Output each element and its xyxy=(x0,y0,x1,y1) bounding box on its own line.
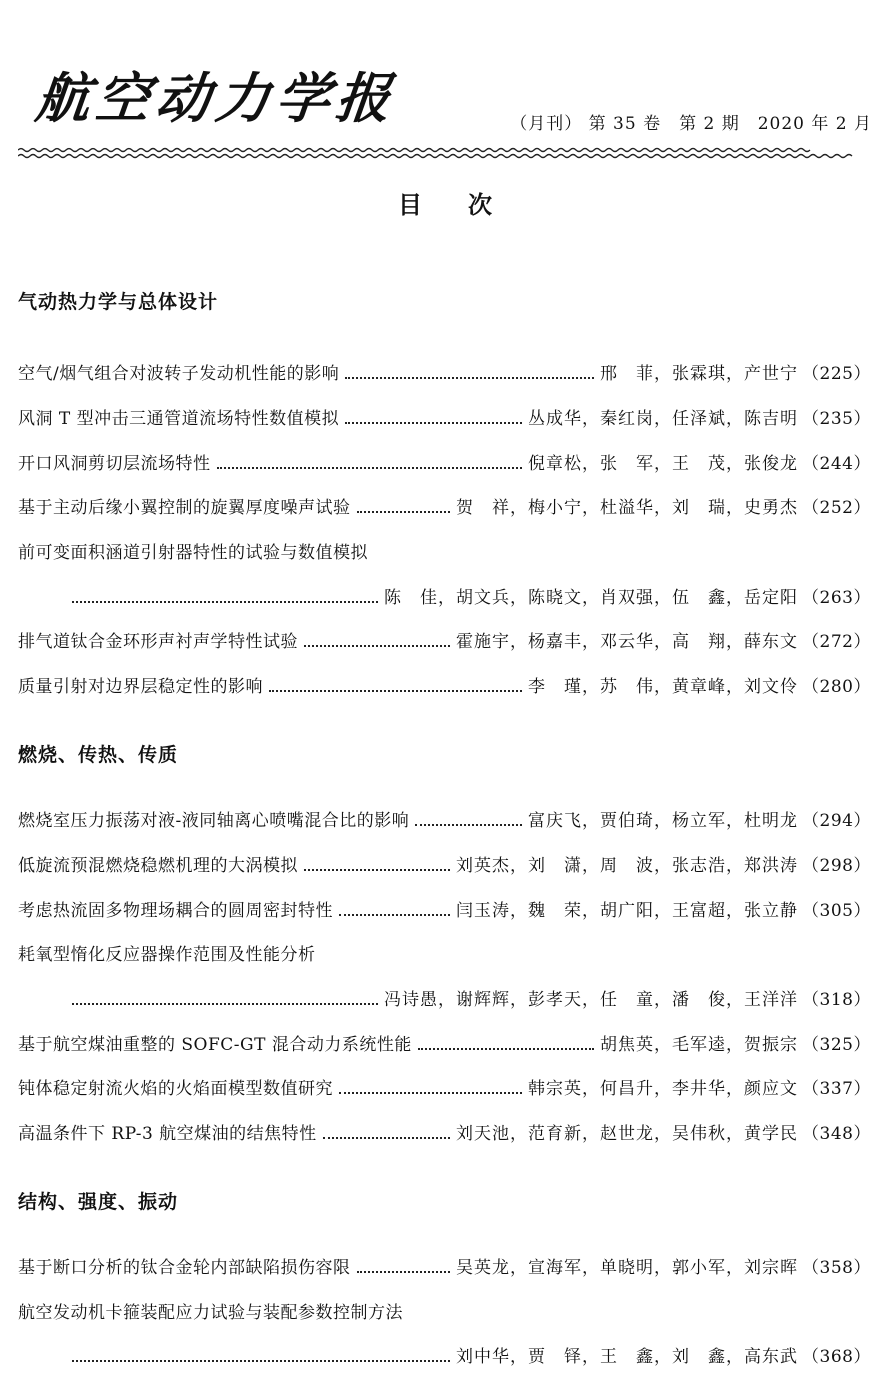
article-authors: 韩宗英，何昌升，李井华，颜应文 xyxy=(528,1079,799,1099)
article-authors: 李 瑾，苏 伟，黄章峰，刘文伶 xyxy=(528,677,799,697)
dot-leader xyxy=(72,1359,450,1362)
section-title: 气动热力学与总体设计 xyxy=(18,291,219,313)
dot-leader xyxy=(339,1091,522,1094)
page-number: （294） xyxy=(802,811,871,831)
toc-entry[interactable] xyxy=(18,627,871,657)
toc-entry[interactable] xyxy=(18,493,871,523)
article-authors: 霍施宇，杨嘉丰，邓云华，高 翔，薛东文 xyxy=(456,632,799,652)
article-authors: 冯诗愚，谢辉辉，彭孝天，任 童，潘 俊，王洋洋 xyxy=(384,990,799,1010)
article-title: 低旋流预混燃烧稳燃机理的大涡模拟 xyxy=(18,856,298,876)
page-number: （305） xyxy=(802,901,871,921)
dot-leader xyxy=(304,644,450,647)
article-title: 燃烧室压力振荡对液-液同轴离心喷嘴混合比的影响 xyxy=(18,811,410,831)
article-title: 质量引射对边界层稳定性的影响 xyxy=(18,677,263,697)
page-number: （280） xyxy=(802,677,871,697)
dot-leader xyxy=(323,1136,450,1139)
toc-heading: 目次 xyxy=(398,191,538,219)
dot-leader xyxy=(72,600,378,603)
toc-entry[interactable] xyxy=(18,672,871,702)
toc-entry-continuation[interactable] xyxy=(66,583,871,613)
page-number: （272） xyxy=(802,632,871,652)
article-title: 风洞 T 型冲击三通管道流场特性数值模拟 xyxy=(18,409,340,429)
section-title: 燃烧、传热、传质 xyxy=(18,744,179,766)
article-title: 排气道钛合金环形声衬声学特性试验 xyxy=(18,632,298,652)
article-authors: 富庆飞，贾伯琦，杨立军，杜明龙 xyxy=(528,811,799,831)
article-authors: 倪章松，张 军，王 茂，张俊龙 xyxy=(528,454,799,474)
dot-leader xyxy=(418,1047,594,1050)
article-title: 基于断口分析的钛合金轮内部缺陷损伤容限 xyxy=(18,1258,351,1278)
page-number: （358） xyxy=(802,1258,871,1278)
article-authors: 邢 菲，张霖琪，产世宁 xyxy=(600,364,799,384)
dot-leader xyxy=(345,421,522,424)
page-number: （225） xyxy=(802,364,871,384)
article-authors: 胡焦英，毛军逵，贺振宗 xyxy=(600,1035,799,1055)
toc-entry[interactable] xyxy=(18,449,871,479)
toc-entry[interactable] xyxy=(18,1030,871,1060)
dot-leader xyxy=(357,510,451,513)
article-title: 基于航空煤油重整的 SOFC-GT 混合动力系统性能 xyxy=(18,1035,412,1055)
article-authors: 丛成华，秦红岗，任泽斌，陈吉明 xyxy=(528,409,799,429)
page-number: （298） xyxy=(802,856,871,876)
toc-entry[interactable] xyxy=(18,806,871,836)
dot-leader xyxy=(217,466,523,469)
toc-entry[interactable] xyxy=(18,896,871,926)
dot-leader xyxy=(357,1270,451,1273)
page-number: （244） xyxy=(802,454,871,474)
article-authors: 刘中华，贾 铎，王 鑫，刘 鑫，高东武 xyxy=(456,1347,799,1367)
page-number: （318） xyxy=(802,990,871,1010)
page-number: （235） xyxy=(802,409,871,429)
page-number: （263） xyxy=(802,588,871,608)
page-number: （325） xyxy=(802,1035,871,1055)
article-authors: 吴英龙，宣海军，单晓明，郭小军，刘宗晖 xyxy=(456,1258,799,1278)
issue-info: （月刊） 第 35 卷 第 2 期 2020 年 2 月 xyxy=(510,114,872,134)
dot-leader xyxy=(415,823,522,826)
page-number: （252） xyxy=(802,498,871,518)
toc-entry[interactable] xyxy=(18,1119,871,1149)
article-title: 开口风洞剪切层流场特性 xyxy=(18,454,211,474)
section-title: 结构、强度、振动 xyxy=(18,1191,179,1213)
article-title: 钝体稳定射流火焰的火焰面模型数值研究 xyxy=(18,1079,333,1099)
page-number: （348） xyxy=(802,1124,871,1144)
toc-entry-continuation[interactable] xyxy=(66,985,871,1015)
toc-entry[interactable] xyxy=(18,1253,871,1283)
article-title-line[interactable]: 前可变面积涵道引射器特性的试验与数值模拟 xyxy=(18,543,368,563)
dot-leader xyxy=(304,868,450,871)
journal-title: 航空动力学报 xyxy=(32,66,400,130)
dot-leader xyxy=(72,1002,378,1005)
dot-leader xyxy=(339,913,450,916)
toc-entry[interactable] xyxy=(18,359,871,389)
toc-entry[interactable] xyxy=(18,1074,871,1104)
article-authors: 陈 佳，胡文兵，陈晓文，肖双强，伍 鑫，岳定阳 xyxy=(384,588,799,608)
article-authors: 刘天池，范育新，赵世龙，吴伟秋，黄学民 xyxy=(456,1124,799,1144)
article-authors: 贺 祥，梅小宁，杜溢华，刘 瑞，史勇杰 xyxy=(456,498,799,518)
article-authors: 闫玉涛，魏 荣，胡广阳，王富超，张立静 xyxy=(456,901,799,921)
article-title: 高温条件下 RP-3 航空煤油的结焦特性 xyxy=(18,1124,317,1144)
page-number: （368） xyxy=(802,1347,871,1367)
toc-entry-continuation[interactable] xyxy=(66,1342,871,1372)
article-title: 考虑热流固多物理场耦合的圆周密封特性 xyxy=(18,901,333,921)
dot-leader xyxy=(269,689,522,692)
article-title: 空气/烟气组合对波转子发动机性能的影响 xyxy=(18,364,340,384)
dot-leader xyxy=(345,376,594,379)
article-title-line[interactable]: 耗氧型惰化反应器操作范围及性能分析 xyxy=(18,945,316,965)
toc-entry[interactable] xyxy=(18,404,871,434)
toc-entry[interactable] xyxy=(18,851,871,881)
article-title-line[interactable]: 航空发动机卡箍装配应力试验与装配参数控制方法 xyxy=(18,1303,403,1323)
article-authors: 刘英杰，刘 潇，周 波，张志浩，郑洪涛 xyxy=(456,856,799,876)
article-title: 基于主动后缘小翼控制的旋翼厚度噪声试验 xyxy=(18,498,351,518)
page-number: （337） xyxy=(802,1079,871,1099)
